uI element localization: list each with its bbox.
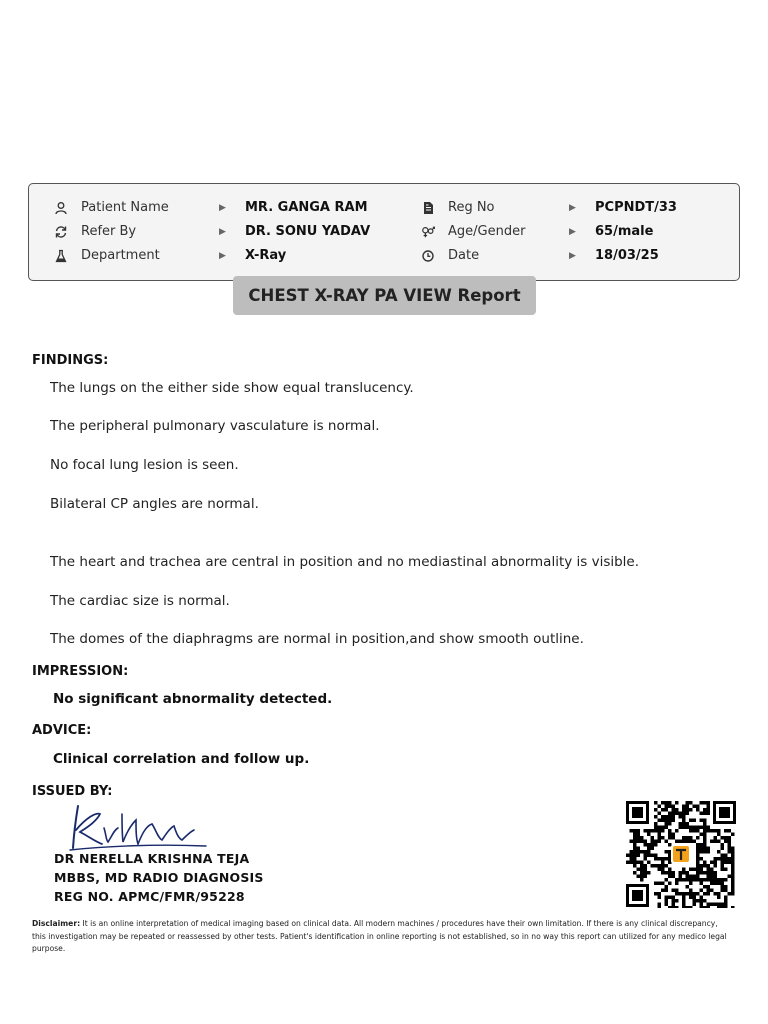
disclaimer [32, 918, 732, 956]
report-title: CHEST X-RAY PA VIEW Report [233, 276, 536, 315]
doctor-qualification: MBBS, MD RADIO DIAGNOSIS [54, 870, 264, 885]
separator-arrow: ▶ [219, 227, 226, 237]
disclaimer-label: Disclaimer: [32, 919, 81, 928]
impression-heading: IMPRESSION: [32, 664, 129, 679]
finding-line: The cardiac size is normal. [50, 593, 230, 609]
finding-line: The domes of the diaphragms are normal in position,and show smooth outline. [50, 631, 584, 647]
date-label: Date [448, 248, 480, 263]
separator-arrow: ▶ [219, 251, 226, 261]
issued-by-heading: ISSUED BY: [32, 784, 113, 799]
separator-arrow: ▶ [569, 251, 576, 261]
refer-by-label: Refer By [81, 224, 137, 239]
finding-line: Bilateral CP angles are normal. [50, 496, 259, 512]
flask-icon [54, 249, 68, 263]
age-gender-value: 65/male [595, 224, 654, 239]
person-icon [54, 201, 68, 215]
clock-icon [421, 249, 435, 263]
qr-code [625, 800, 737, 908]
refer-by-row [29, 222, 739, 242]
department-value: X-Ray [245, 248, 287, 263]
reg-no-label: Reg No [448, 200, 495, 215]
gender-icon [421, 225, 435, 239]
patient-name-row [29, 198, 739, 218]
refer-by-value: DR. SONU YADAV [245, 224, 371, 239]
department-row [29, 246, 739, 266]
advice-text: Clinical correlation and follow up. [53, 751, 310, 767]
document-icon [421, 201, 435, 215]
age-gender-label: Age/Gender [448, 224, 526, 239]
impression-text: No significant abnormality detected. [53, 691, 333, 707]
patient-info-box [28, 183, 740, 281]
patient-name-label: Patient Name [81, 200, 169, 215]
separator-arrow: ▶ [219, 203, 226, 213]
separator-arrow: ▶ [569, 227, 576, 237]
doctor-registration: REG NO. APMC/FMR/95228 [54, 889, 245, 904]
advice-heading: ADVICE: [32, 723, 92, 738]
findings-heading: FINDINGS: [32, 353, 109, 368]
doctor-name: DR NERELLA KRISHNA TEJA [54, 851, 250, 866]
date-value: 18/03/25 [595, 248, 659, 263]
disclaimer-text: It is an online interpretation of medical imaging based on clinical data. All modern machines / procedures have their own limitation. If there is any clinical discrepancy, this investigation may be repeated or reassessed by other tests. Patient's identification in online reporting is not established, so in no way this report can utilized for any medico legal purpose. [32, 919, 727, 953]
finding-line: The heart and trachea are central in position and no mediastinal abnormality is visible. [50, 554, 640, 570]
department-label: Department [81, 248, 160, 263]
refresh-icon [54, 225, 68, 239]
finding-line: The lungs on the either side show equal translucency. [50, 380, 414, 396]
separator-arrow: ▶ [569, 203, 576, 213]
finding-line: No focal lung lesion is seen. [50, 457, 239, 473]
finding-line: The peripheral pulmonary vasculature is normal. [50, 418, 380, 434]
patient-name-value: MR. GANGA RAM [245, 200, 368, 215]
reg-no-value: PCPNDT/33 [595, 200, 677, 215]
